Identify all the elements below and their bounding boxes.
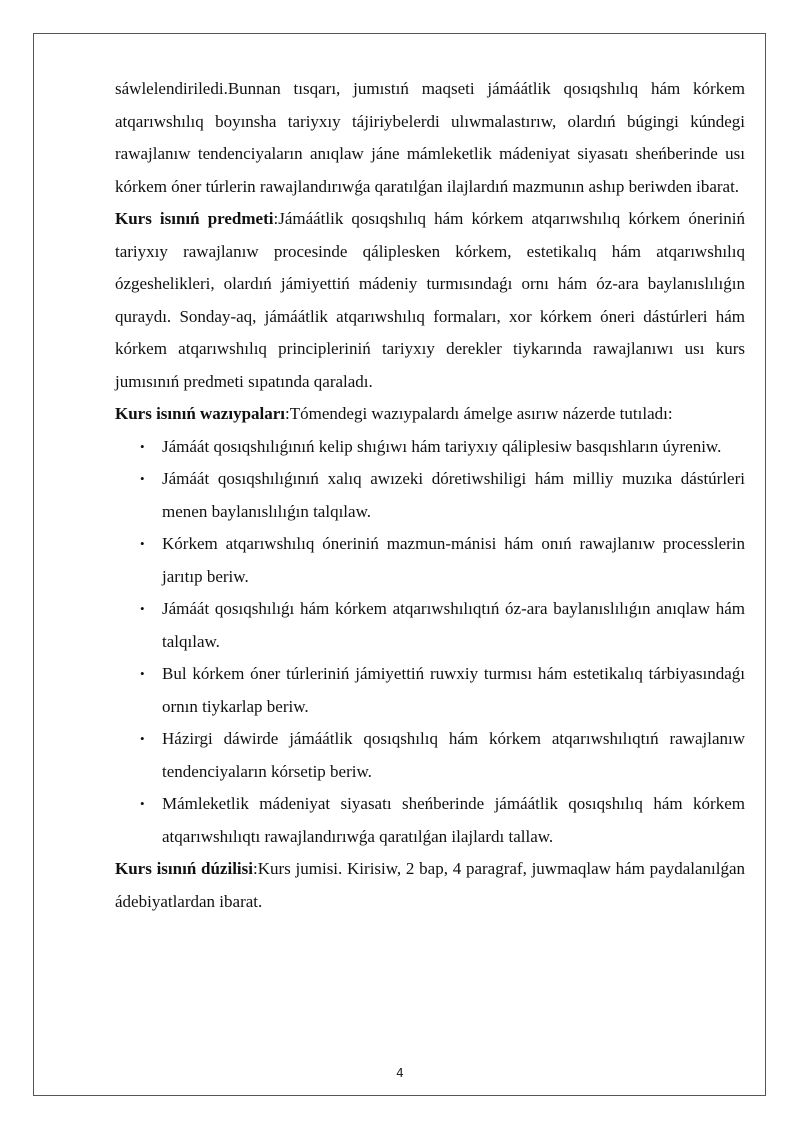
list-item-text: Kórkem atqarıwshılıq óneriniń mazmun-mánisi hám onıń rawajlanıw processlerin jarıtıp beriw.	[162, 534, 745, 586]
page-number: 4	[396, 1066, 404, 1080]
bullet-icon: •	[140, 796, 145, 811]
list-item	[140, 431, 745, 464]
bullet-icon: •	[140, 438, 145, 454]
list-item	[140, 658, 745, 723]
list-item-text: Mámleketlik mádeniyat siyasatı sheńberinde jámáátlik qosıqshılıq hám kórkem atqarıwshılıqtı rawajlandırıwǵa qaratılǵan ilajlardı tallaw.	[162, 794, 745, 846]
list-item-text: Jámáát qosıqshılıǵınıń kelip shıǵıwı hám tariyxıy qáliplesiw basqıshların úyreniw.	[162, 436, 722, 456]
document-body	[115, 73, 745, 918]
list-item-text: Jámáát qosıqshılıǵınıń xalıq awızeki dóretiwshiligi hám milliy muzıka dástúrleri menen baylanıslılıǵın talqılaw.	[162, 469, 745, 521]
subject-heading: Kurs isınıń predmeti	[115, 209, 274, 228]
tasks-paragraph	[115, 398, 745, 431]
list-item-text: Házirgi dáwirde jámáátlik qosıqshılıq hám kórkem atqarıwshılıqtıń rawajlanıw tendenciyaların kórsetip beriw.	[162, 729, 745, 781]
bullet-icon: •	[140, 536, 145, 551]
structure-paragraph	[115, 853, 745, 918]
bullet-icon: •	[140, 471, 145, 486]
list-item	[140, 528, 745, 593]
subject-text: :Jámáátlik qosıqshılıq hám kórkem atqarıwshılıq kórkem óneriniń tariyxıy rawajlanıw procesinde qáliplesken kórkem, estetikalıq hám atqarıwshılıq ózgeshelikleri, olardıń jámiyettiń mádeniy turmısındaǵı ornı hám óz-ara baylanıslılıǵın quraydı. Sonday-aq, jámáátlik atqarıwshılıq formaları, xor kórkem óneri dástúrleri hám kórkem atqarıwshılıq principleriniń tariyxıy derekler tiykarında rawajlanıwı usı kurs jumısınıń predmeti sıpatında qaraladı.	[115, 209, 745, 391]
intro-paragraph: sáwlelendiriledi.Bunnan tısqarı, jumıstıń maqseti jámáátlik qosıqshılıq hám kórkem atqarıwshılıq boyınsha tariyxıy tájiriybelerdi ulıwmalastırıw, olardıń búgingi kúndegi rawajlanıw tendenciyaların anıqlaw jáne mámleketlik mádeniyat siyasatı sheńberinde usı kórkem óner túrlerin rawajlandırıwǵa qaratılǵan ilajlardıń mazmunın ashıp beriwden ibarat.	[115, 79, 745, 196]
subject-paragraph	[115, 203, 745, 398]
list-item-text: Bul kórkem óner túrleriniń jámiyettiń ruwxiy turmısı hám estetikalıq tárbiyasındaǵı ornın tiykarlap beriw.	[162, 664, 745, 716]
tasks-heading: Kurs isınıń wazıypaları	[115, 404, 286, 423]
structure-text: :Kurs jumisi. Kirisiw, 2 bap, 4 paragraf, juwmaqlaw hám paydalanılǵan ádebiyatlardan ibarat.	[115, 859, 746, 911]
bullet-icon: •	[140, 666, 145, 681]
bullet-icon: •	[140, 601, 145, 616]
bullet-icon: •	[140, 731, 145, 746]
tasks-intro-text: :Tómendegi wazıypalardı ámelge asırıw názerde tutıladı:	[285, 404, 673, 423]
list-item	[140, 788, 745, 853]
list-item	[140, 463, 745, 528]
structure-heading: Kurs isınıń dúzilisi	[115, 859, 253, 878]
tasks-list	[115, 431, 745, 854]
list-item	[140, 723, 745, 788]
list-item	[140, 593, 745, 658]
list-item-text: Jámáát qosıqshılıǵı hám kórkem atqarıwshılıqtıń óz-ara baylanıslılıǵın anıqlaw hám talqılaw.	[162, 599, 745, 651]
